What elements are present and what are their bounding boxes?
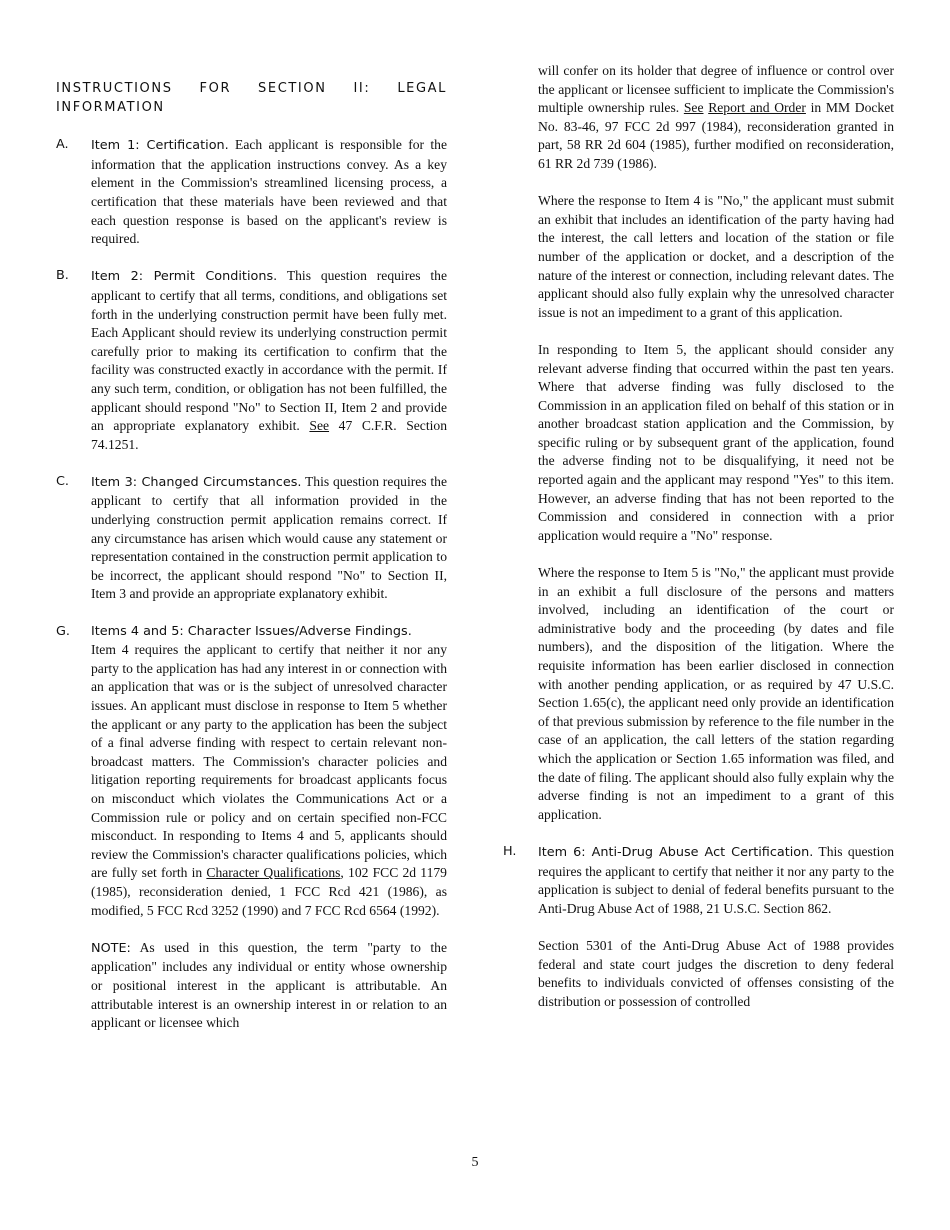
citation: 47 C.F.R. Section 74.1251.	[91, 418, 447, 452]
item-letter: B.	[56, 268, 69, 284]
item-letter: H.	[503, 843, 517, 859]
case-reference: Character Qualifications	[206, 865, 341, 881]
note-label: NOTE:	[91, 940, 131, 956]
see-reference: See	[683, 100, 704, 116]
item-title: Item 1: Certification.	[91, 138, 229, 154]
item-body	[91, 641, 447, 920]
paragraph-text: in MM Docket No. 83-46, 97 FCC 2d 997 (1984), reconsideration granted in part, 58 RR 2d 604 (1985), further modified on reconsideration, 61 RR 2d 739 (1986).	[538, 100, 895, 171]
item-letter: A.	[56, 137, 69, 153]
paragraph	[538, 843, 894, 918]
item-b	[56, 267, 447, 454]
right-column	[503, 62, 894, 1030]
note-body: As used in this question, the term "party to the application" includes any individual or entity whose ownership or positional interest in the applicant is attributable. An attributable interest is an ownership interest in or relation to an applicant or licensee which	[91, 939, 447, 1031]
item-g-continued	[503, 62, 894, 824]
item-body: This question requires the applicant to certify that neither it nor any party to the application is subject to denial of federal benefits pursuant to the Anti-Drug Abuse Act of 1988, 21 U.S.C. Section 862.	[538, 843, 894, 916]
item-title: Item 2: Permit Conditions.	[91, 269, 278, 285]
item-letter: G.	[56, 623, 70, 639]
item-body: Each applicant is responsible for the information that the application instructions convey. As a key element in the Commission's streamlined licensing process, a certification that these materials have been reviewed and that each question response is based on the applicant's review is required.	[91, 137, 447, 247]
item-body-text: Item 4 requires the applicant to certify that neither it nor any party to the application has had any interest in or connection with an application that was or is the subject of unresolved character issues. An applicant must disclose in response to Item 5 whether the applicant or any party to the application has been the subject of a final adverse finding with respect to certain relevant non-broadcast matters. The Commission's character policies and litigation reporting requirements for broadcast applicants focus on misconduct which violates the Communications Act or a Commission rule or policy and on certain specified non-FCC misconduct. In responding to Items 4 and 5, applicants should review the Commission's character qualifications policies, which are fully set forth in	[91, 642, 447, 881]
item-g	[56, 623, 447, 1033]
item-body-text: , 102 FCC 2d 1179 (1985), reconsideration denied, 1 FCC Rcd 421 (1986), as modified, 5 FCC Rcd 3252 (1990) and 7 FCC Rcd 6564 (1992).	[91, 865, 447, 918]
item-body: This question requires the applicant to certify that all terms, conditions, and obligations set forth in the underlying construction permit have been fully met. Each Applicant should review its underlying construction permit carefully prior to making its certification to confirm that the facility was constructed exactly in accordance with the permit. If any such term, condition, or obligation has not been fulfilled, the applicant should respond "No" to Section II, Item 2 and provide an appropriate explanatory exhibit.	[91, 268, 448, 434]
see-reference: See	[309, 418, 330, 434]
paragraph: Where the response to Item 4 is "No," the applicant must submit an exhibit that includes an identification of the party having had the interest, the call letters and location of the station or file number of the application or docket, and a description of the nature of the interest or connection, including relevant dates. The applicant should also fully explain why the unresolved character issue is not an impediment to a grant of this application.	[538, 193, 894, 320]
left-column	[56, 62, 447, 1051]
item-a	[56, 136, 447, 249]
item-letter: C.	[56, 473, 70, 489]
item-title: Item 6: Anti-Drug Abuse Act Certification.	[538, 844, 814, 860]
paragraph-text: will confer on its holder that degree of influence or control over the applicant or licensee sufficient to implicate the Commission's multiple ownership rules.	[538, 63, 894, 116]
paragraph: Where the response to Item 5 is "No," the applicant must provide in an exhibit a full disclosure of the persons and matters involved, including an identification of the court or administrative body and the proceeding (by dates and file numbers), and the disposition of the litigation. Where the requisite information has been earlier disclosed in connection with another pending application, or as required by 47 U.S.C. Section 1.65(c), the applicant need only provide an identification of that previous submission by reference to the file number in the case of an application, the call letters of the station regarding which the application or Section 1.65 information was filed, and the date of filing. The applicant should also fully explain why the adverse finding is not an impediment to a grant of this application.	[538, 565, 894, 822]
page-number: 5	[471, 1155, 479, 1170]
item-c	[56, 473, 447, 604]
item-title: Item 3: Changed Circumstances.	[91, 474, 302, 490]
item-body: This question requires the applicant to certify that all information provided in the underlying construction permit application remains correct. If any circumstance has arisen which would cause any statement or representation contained in the construction permit application to be incorrect, the applicant should respond "No" to Section II, Item 3 and provide an appropriate explanatory exhibit.	[91, 473, 447, 602]
report-reference: Report and Order	[708, 100, 806, 116]
paragraph: Section 5301 of the Anti-Drug Abuse Act of 1988 provides federal and state court judges the discretion to deny federal benefits to individuals convicted of offenses consisting of the distribution or possession of controlled	[538, 937, 894, 1009]
item-title: Items 4 and 5: Character Issues/Adverse Findings.	[91, 623, 412, 639]
note	[91, 939, 447, 1033]
item-h	[503, 843, 894, 1011]
paragraph: In responding to Item 5, the applicant should consider any relevant adverse finding that occurred within the past ten years. Where that adverse finding was fully disclosed to the Commission in an application filed on behalf of this station or in another broadcast station application and the Commission, by specific ruling or by subsequent grant of the application, found the adverse finding not to be disqualifying, it need not be reported again and the applicant may respond "Yes" to this item. However, an adverse finding that has not been reported to the Commission and considered in connection with a prior application would require a "No" response.	[538, 341, 894, 543]
section-heading: INSTRUCTIONS FOR SECTION II: LEGAL INFORMATION	[56, 81, 447, 115]
paragraph	[538, 62, 894, 174]
